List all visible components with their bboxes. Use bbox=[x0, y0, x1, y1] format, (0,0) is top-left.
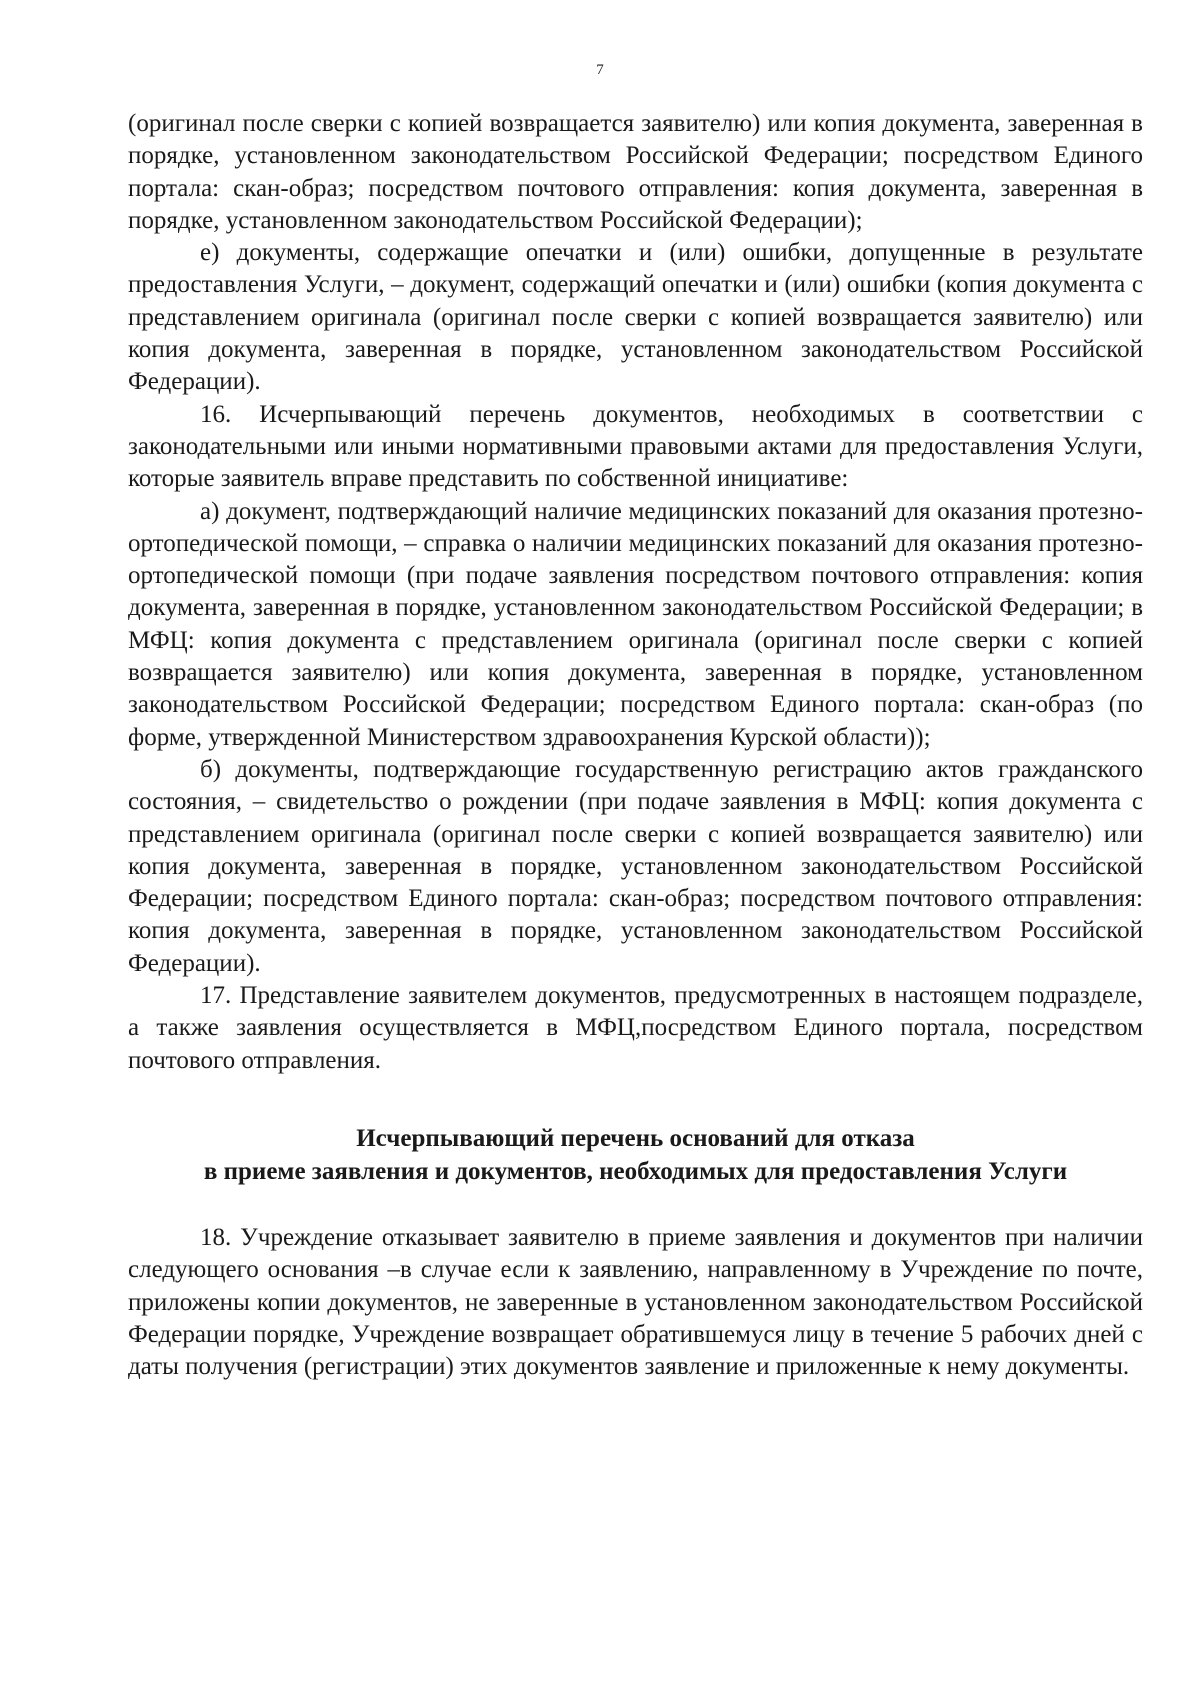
paragraph-item-b: б) документы, подтверждающие государственную регистрацию актов гражданского состояния, – свидетельство о рождении (при подаче заявления в МФЦ: копия документа с представлением оригинала (оригинал после сверки с копией возвращается заявителю) или копия документа, заверенная в порядке, установленном законодательством Российской Федерации; посредством Единого портала: скан-образ; посредством почтового отправления: копия документа, заверенная в порядке, установленном законодательством Российской Федерации). bbox=[128, 755, 1143, 977]
paragraph-item-e: е) документы, содержащие опечатки и (или) ошибки, допущенные в результате предоставления Услуги, – документ, содержащий опечатки и (или) ошибки (копия документа с представлением оригинала (оригинал после сверки с копией возвращается заявителю) или копия документа, заверенная в порядке, установленном законодательством Российской Федерации). bbox=[128, 239, 1143, 396]
page-number: 7 bbox=[596, 62, 604, 78]
document-body bbox=[128, 108, 1143, 1383]
paragraph-continuation: (оригинал после сверки с копией возвращается заявителю) или копия документа, заверенная в порядке, установленном законодательством Российской Федерации; посредством Единого портала: скан-образ; посредством почтового отправления: копия документа, заверенная в порядке, установленном законодательством Российской Федерации); bbox=[128, 110, 1143, 234]
paragraph-16: 16. Исчерпывающий перечень документов, необходимых в соответствии с законодательными или иными нормативными правовыми актами для предоставления Услуги, которые заявитель вправе представить по собственной инициативе: bbox=[128, 400, 1143, 493]
section-heading bbox=[128, 1122, 1143, 1188]
section-heading-line-2: в приеме заявления и документов, необходимых для предоставления Услуги bbox=[203, 1157, 1068, 1185]
paragraph-item-a: а) документ, подтверждающий наличие медицинских показаний для оказания протезно-ортопедической помощи, – справка о наличии медицинских показаний для оказания протезно-ортопедической помощи (при подаче заявления посредством почтового отправления: копия документа, заверенная в порядке, установленном законодательством Российской Федерации; в МФЦ: копия документа с представлением оригинала (оригинал после сверки с копией возвращается заявителю) или копия документа, заверенная в порядке, установленном законодательством Российской Федерации; посредством Единого портала: скан-образ (по форме, утвержденной Министерством здравоохранения Курской области)); bbox=[128, 497, 1143, 751]
paragraph-17: 17. Представление заявителем документов, предусмотренных в настоящем подразделе, а также заявления осуществляется в МФЦ,посредством Единого портала, посредством почтового отправления. bbox=[128, 982, 1143, 1074]
section-heading-line-1: Исчерпывающий перечень оснований для отказа bbox=[356, 1124, 915, 1152]
paragraph-18: 18. Учреждение отказывает заявителю в приеме заявления и документов при наличии следующего основания –в случае если к заявлению, направленному в Учреждение по почте, приложены копии документов, не заверенные в установленном законодательством Российской Федерации порядке, Учреждение возвращает обратившемуся лицу в течение 5 рабочих дней с даты получения (регистрации) этих документов заявление и приложенные к нему документы. bbox=[128, 1223, 1143, 1381]
